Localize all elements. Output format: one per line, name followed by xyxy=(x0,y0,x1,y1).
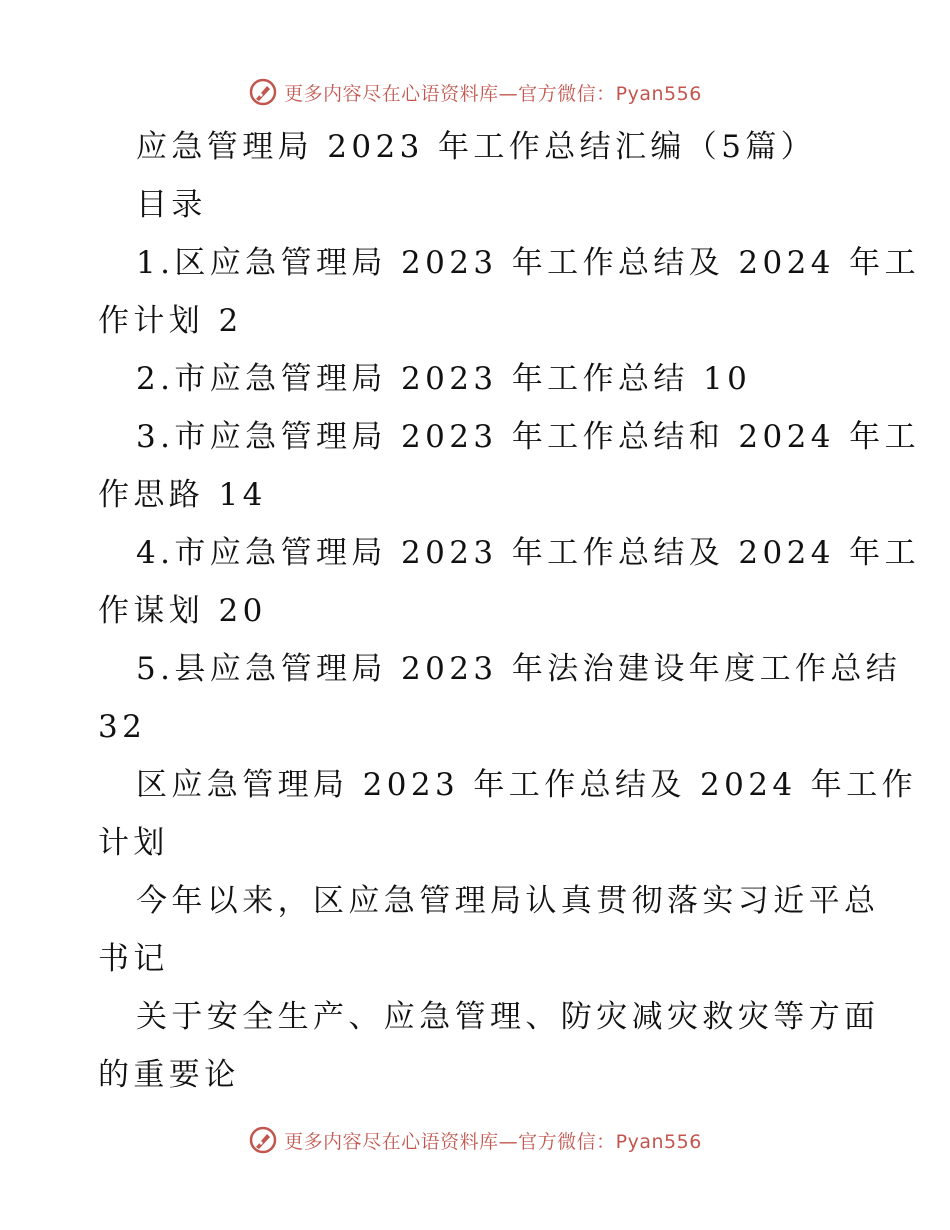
pen-nib-logo-icon xyxy=(248,77,278,107)
document-line: 应急管理局 2023 年工作总结汇编（5篇） xyxy=(136,129,817,165)
watermark-banner-top xyxy=(0,72,950,112)
document-line: 2.市应急管理局 2023 年工作总结 10 xyxy=(136,361,752,397)
pen-nib-logo-icon xyxy=(248,1125,278,1155)
document-line: 目录 xyxy=(136,187,207,223)
document-line: 计划 xyxy=(98,825,169,861)
document-line: 书记 xyxy=(98,941,169,977)
document-line: 作思路 14 xyxy=(98,477,267,513)
document-line: 4.市应急管理局 2023 年工作总结及 2024 年工 xyxy=(136,535,920,571)
document-line: 5.县应急管理局 2023 年法治建设年度工作总结 xyxy=(136,651,902,687)
document-line: 作计划 2 xyxy=(98,303,243,339)
document-line: 的重要论 xyxy=(98,1057,240,1093)
document-body xyxy=(98,118,920,1104)
document-line: 今年以来，区应急管理局认真贯彻落实习近平总 xyxy=(136,883,880,919)
document-line: 1.区应急管理局 2023 年工作总结及 2024 年工 xyxy=(136,245,920,281)
document-line: 32 xyxy=(98,709,147,745)
watermark-text: 更多内容尽在心语资料库—官方微信：Pyan556 xyxy=(284,1130,702,1153)
document-line: 关于安全生产、应急管理、防灾减灾救灾等方面 xyxy=(136,999,880,1035)
document-line: 3.市应急管理局 2023 年工作总结和 2024 年工 xyxy=(136,419,920,455)
watermark-banner-bottom xyxy=(0,1120,950,1160)
document-line: 区应急管理局 2023 年工作总结及 2024 年工作 xyxy=(136,767,917,803)
document-line: 作谋划 20 xyxy=(98,593,267,629)
watermark-text: 更多内容尽在心语资料库—官方微信：Pyan556 xyxy=(284,82,702,105)
